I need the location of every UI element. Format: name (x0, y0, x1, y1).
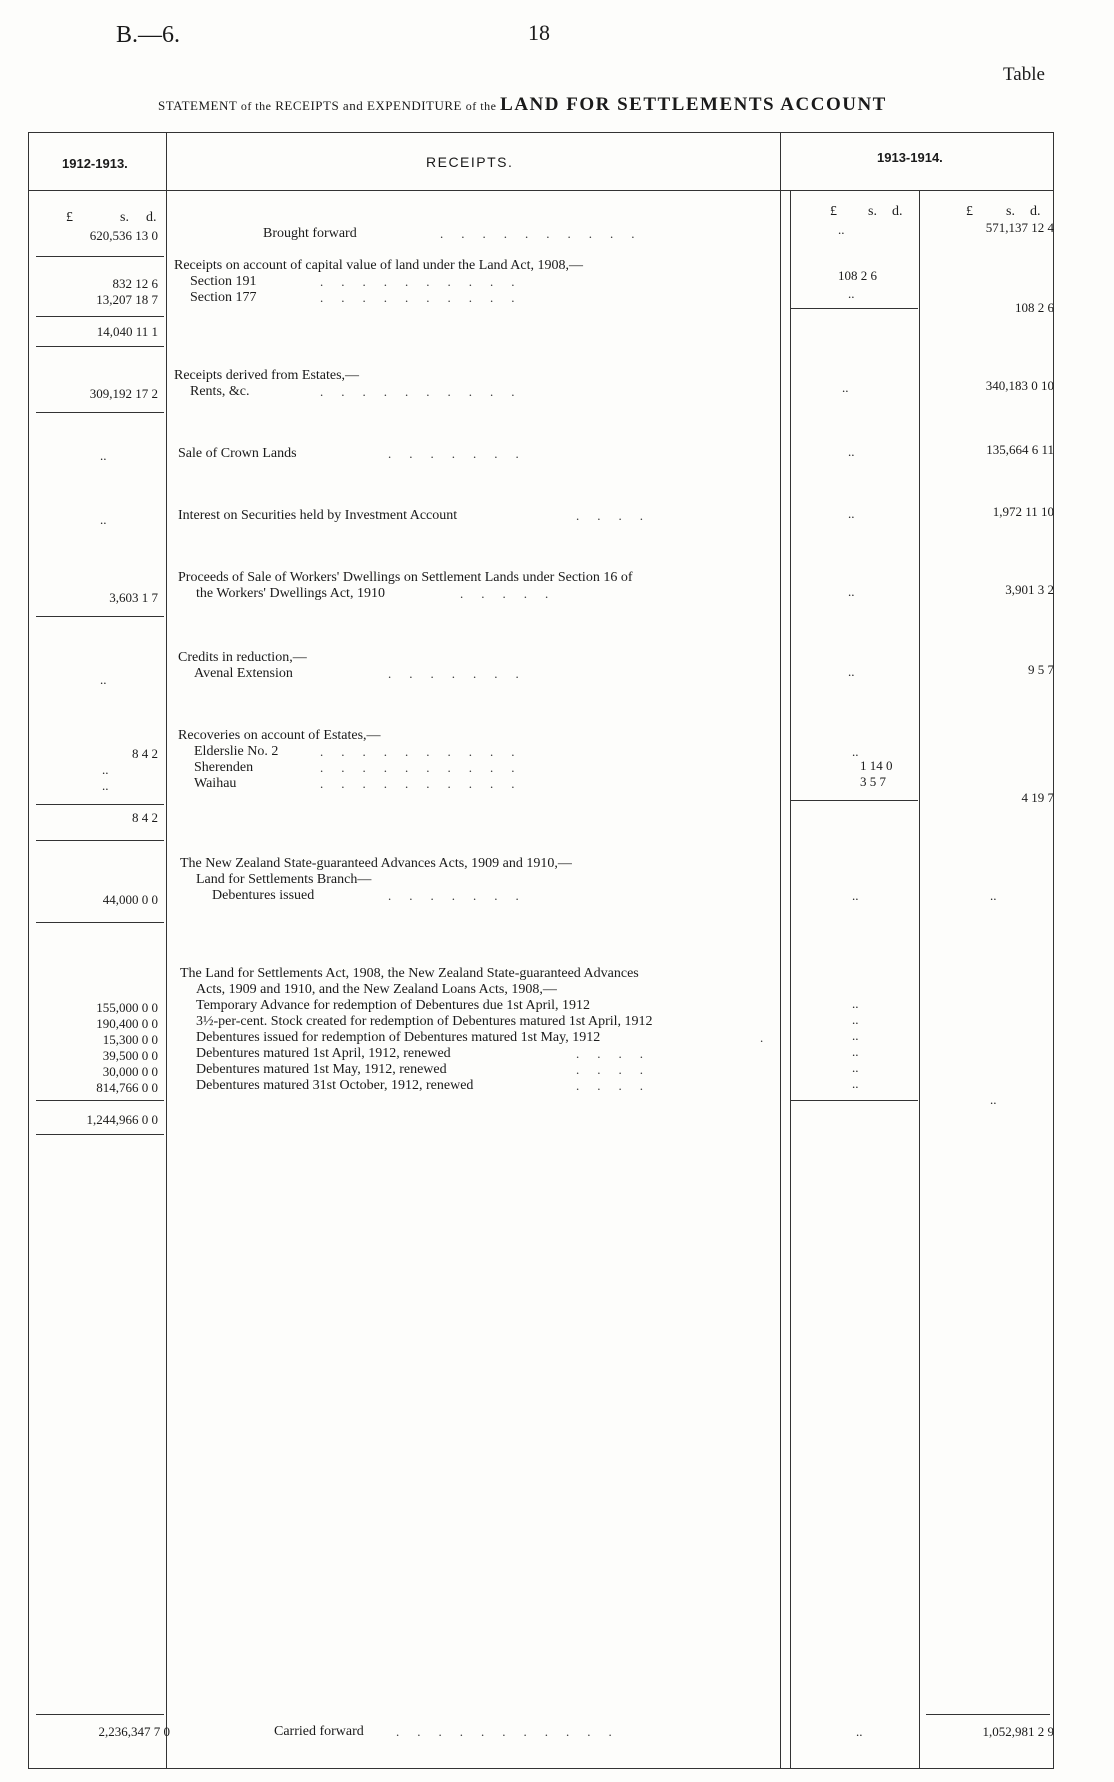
capital-value-prev-total: 14,040 11 1 (96, 324, 158, 339)
interest-prev: .. (100, 512, 107, 527)
subtotal-rule (790, 800, 918, 801)
column-heading-prev-year: 1912-1913. (62, 156, 128, 171)
leader-dots: ....... (388, 446, 537, 461)
workers-prev: 3,603 1 7 (109, 590, 158, 605)
sherenden-sub: 1 14 0 (860, 758, 893, 773)
subtotal-rule (36, 804, 164, 805)
lfs-item-sub: .. (852, 1044, 859, 1059)
advances-line-2: Land for Settlements Branch— (196, 872, 372, 887)
capital-value-curr-total: 108 2 6 (1015, 300, 1054, 315)
column-divider-receipts (780, 132, 781, 1769)
interest-curr: 1,972 11 10 (992, 504, 1054, 519)
leader-dots: . (760, 1030, 782, 1045)
section-191-sub: 108 2 6 (838, 268, 877, 283)
recoveries-curr-total: 4 19 7 (1021, 790, 1054, 805)
elderslie-sub: .. (852, 744, 859, 759)
workers-line-1: Proceeds of Sale of Workers' Dwellings on Settlement Lands under Section 16 of (178, 570, 633, 585)
workers-curr: 3,901 3 2 (1005, 582, 1054, 597)
brought-forward-prev: 620,536 13 0 (89, 228, 158, 243)
estates-curr: 340,183 0 10 (985, 378, 1054, 393)
carried-forward-sub: .. (856, 1724, 863, 1739)
waihau-label: Waihau (194, 776, 237, 791)
lfs-item-label: Temporary Advance for redemption of Debentures due 1st April, 1912 (196, 998, 591, 1013)
account-name: LAND FOR SETTLEMENTS ACCOUNT (500, 94, 887, 115)
advances-line-3: Debentures issued (212, 888, 315, 903)
row-rule (36, 922, 164, 923)
leader-dots: .......... (440, 226, 653, 241)
crown-lands-sub: .. (848, 444, 855, 459)
lfs-item-prev: 15,300 0 0 (102, 1032, 158, 1047)
carried-forward-prev: 2,236,347 7 0 (98, 1724, 170, 1739)
lfs-item-label: Debentures matured 1st May, 1912, renewed (196, 1062, 447, 1077)
column-divider-curr (919, 190, 920, 1769)
row-rule (36, 1134, 164, 1135)
column-heading-receipts: RECEIPTS. (426, 154, 514, 170)
lfs-item-prev: 814,766 0 0 (96, 1080, 158, 1095)
lfs-item-label: Debentures issued for redemption of Debentures matured 1st May, 1912 (196, 1030, 601, 1045)
leader-dots: .......... (320, 760, 533, 775)
leader-dots: .......... (320, 776, 533, 791)
credits-curr: 9 5 7 (1028, 662, 1054, 677)
brought-forward-curr: 571,137 12 4 (985, 220, 1054, 235)
subtotal-rule (790, 1100, 918, 1101)
waihau-prev: .. (102, 778, 109, 793)
row-rule (36, 840, 164, 841)
leader-dots: ....... (388, 666, 537, 681)
leader-dots: .... (576, 1078, 661, 1093)
lfs-act-curr: .. (990, 1092, 997, 1107)
lfs-item-label: 3½-per-cent. Stock created for redemption of Debentures matured 1st April, 1912 (196, 1014, 653, 1029)
subtotal-rule (36, 316, 164, 317)
row-rule (36, 616, 164, 617)
lfs-act-line-2: Acts, 1909 and 1910, and the New Zealand Loans Acts, 1908,— (196, 982, 557, 997)
elderslie-label: Elderslie No. 2 (194, 744, 279, 759)
advances-prev: 44,000 0 0 (102, 892, 158, 907)
waihau-sub: 3 5 7 (860, 774, 886, 789)
lfs-act-line-1: The Land for Settlements Act, 1908, the New Zealand State-guaranteed Advances (180, 966, 639, 981)
carried-forward-label: Carried forward (274, 1724, 364, 1739)
lfs-item-prev: 190,400 0 0 (96, 1016, 158, 1031)
credits-heading: Credits in reduction,— (178, 650, 307, 665)
total-rule (36, 1714, 164, 1715)
statement-receipts-expenditure: RECEIPTS and EXPENDITURE (275, 98, 462, 113)
leader-dots: .... (576, 508, 661, 523)
avenal-extension-label: Avenal Extension (194, 666, 293, 681)
leader-dots: .... (576, 1062, 661, 1077)
table-label: Table (1003, 64, 1045, 85)
row-rule (36, 412, 164, 413)
sub-pence-unit: d. (892, 204, 903, 219)
lfs-item-prev: 155,000 0 0 (96, 1000, 158, 1015)
estates-heading: Receipts derived from Estates,— (174, 368, 360, 383)
section-191-prev: 832 12 6 (112, 276, 158, 291)
header-rule (28, 190, 1054, 191)
row-rule (36, 256, 164, 257)
sherenden-prev: .. (102, 762, 109, 777)
leader-dots: ....... (388, 888, 537, 903)
crown-lands-curr: 135,664 6 11 (986, 442, 1054, 457)
lfs-item-sub: .. (852, 1076, 859, 1091)
column-divider-prev (166, 132, 167, 1769)
brought-forward-label: Brought forward (263, 226, 357, 241)
estates-prev: 309,192 17 2 (89, 386, 158, 401)
crown-lands-prev: .. (100, 448, 107, 463)
recoveries-prev-total: 8 4 2 (132, 810, 158, 825)
workers-line-2: the Workers' Dwellings Act, 1910 (196, 586, 385, 601)
curr-pounds-unit: £ (966, 204, 973, 219)
prev-shillings-unit: s. (120, 210, 129, 225)
lfs-item-sub: .. (852, 1028, 859, 1043)
recoveries-heading: Recoveries on account of Estates,— (178, 728, 381, 743)
advances-line-1: The New Zealand State-guaranteed Advances Acts, 1909 and 1910,— (180, 856, 572, 871)
lfs-item-label: Debentures matured 1st April, 1912, renewed (196, 1046, 451, 1061)
crown-lands-label: Sale of Crown Lands (178, 446, 297, 461)
lfs-item-sub: .. (852, 996, 859, 1011)
section-177-prev: 13,207 18 7 (96, 292, 158, 307)
workers-sub: .. (848, 584, 855, 599)
credits-sub: .. (848, 664, 855, 679)
document-reference: B.—6. (116, 22, 181, 48)
lfs-item-sub: .. (852, 1060, 859, 1075)
lfs-item-sub: .. (852, 1012, 859, 1027)
prev-pounds-unit: £ (66, 210, 73, 225)
page-number: 18 (528, 20, 550, 45)
subtotal-rule (36, 1100, 164, 1101)
lfs-item-label: Debentures matured 31st October, 1912, renewed (196, 1078, 474, 1093)
subtotal-rule (790, 308, 918, 309)
sub-pounds-unit: £ (830, 204, 837, 219)
section-177-sub: .. (848, 286, 855, 301)
leader-dots: .......... (320, 274, 533, 289)
brought-forward-sub: .. (838, 222, 845, 237)
row-rule (36, 346, 164, 347)
statement-of-the-2: of the (465, 99, 497, 113)
advances-curr: .. (990, 888, 997, 903)
advances-sub: .. (852, 888, 859, 903)
lfs-item-prev: 39,500 0 0 (102, 1048, 158, 1063)
statement-prefix: STATEMENT (158, 98, 238, 113)
lfs-act-prev-total: 1,244,966 0 0 (86, 1112, 158, 1127)
interest-label: Interest on Securities held by Investment Account (178, 508, 458, 523)
column-divider-sub-left (790, 190, 791, 1769)
total-rule (926, 1714, 1050, 1715)
statement-of-the: of the (240, 99, 272, 113)
elderslie-prev: 8 4 2 (132, 746, 158, 761)
curr-shillings-unit: s. (1006, 204, 1015, 219)
capital-value-heading: Receipts on account of capital value of land under the Land Act, 1908,— (174, 258, 583, 273)
prev-pence-unit: d. (146, 210, 157, 225)
carried-forward-curr: 1,052,981 2 9 (982, 1724, 1054, 1739)
section-191-label: Section 191 (190, 274, 257, 289)
sherenden-label: Sherenden (194, 760, 254, 775)
estates-sub: .. (842, 380, 849, 395)
statement-title (158, 94, 887, 116)
leader-dots: ........... (396, 1724, 630, 1739)
credits-prev: .. (100, 672, 107, 687)
leader-dots: .......... (320, 744, 533, 759)
leader-dots: .... (576, 1046, 661, 1061)
estates-rents-label: Rents, &c. (190, 384, 250, 399)
sub-shillings-unit: s. (868, 204, 877, 219)
leader-dots: ..... (460, 586, 567, 601)
lfs-item-prev: 30,000 0 0 (102, 1064, 158, 1079)
section-177-label: Section 177 (190, 290, 257, 305)
leader-dots: .......... (320, 384, 533, 399)
interest-sub: .. (848, 506, 855, 521)
leader-dots: .......... (320, 290, 533, 305)
column-heading-curr-year: 1913-1914. (877, 150, 943, 165)
curr-pence-unit: d. (1030, 204, 1041, 219)
